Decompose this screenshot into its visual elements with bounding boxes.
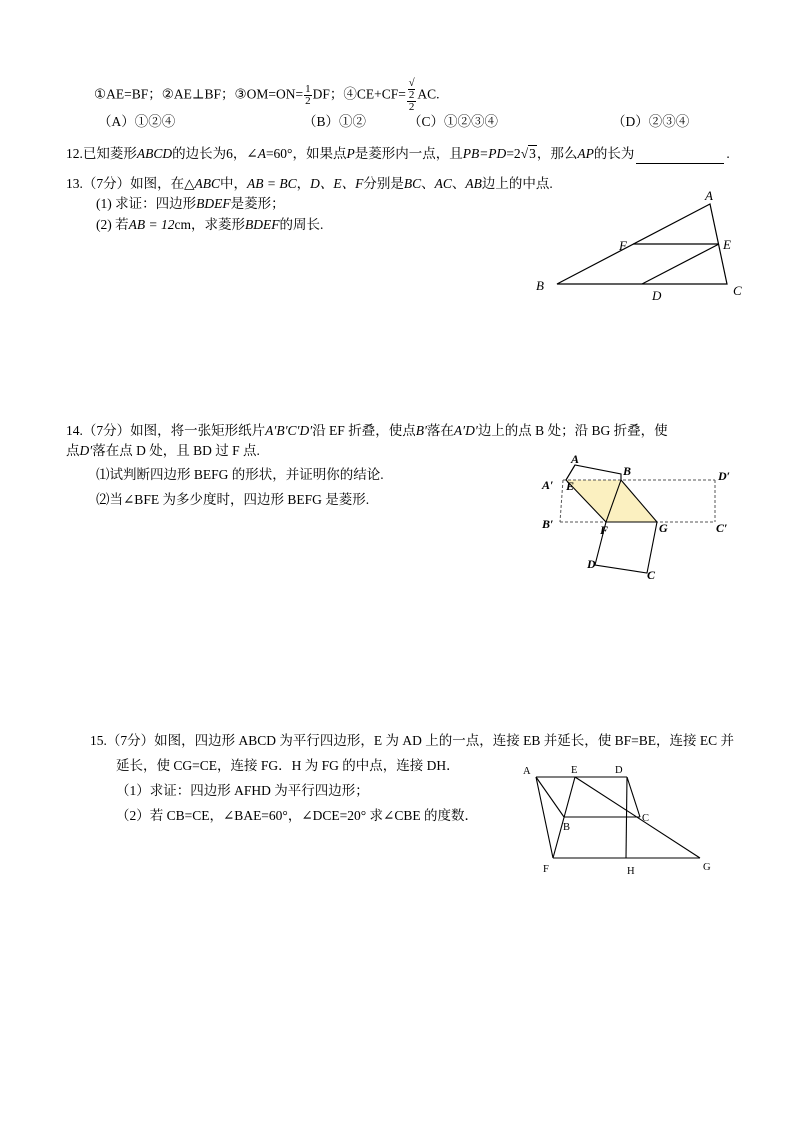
q14-label-b-prime: B′ <box>542 517 554 531</box>
q15-part2: （2）若 CB=CE，∠BAE=60°，∠DCE=20° 求∠CBE 的度数． <box>116 808 478 823</box>
q14-label-c-prime: C′ <box>716 521 728 535</box>
q15-figure <box>514 760 724 882</box>
q12-answer-blank[interactable] <box>636 149 724 164</box>
q15-label-a: A <box>523 766 531 777</box>
q14-dashed-left <box>560 480 563 522</box>
q11-option-b: （B）①② <box>303 114 367 129</box>
q14-label-d: D <box>587 557 596 571</box>
q13-label-b: B <box>536 278 544 293</box>
q14-label-c: C <box>647 568 656 582</box>
q14-label-g: G <box>659 521 668 535</box>
q14-segment-ae <box>566 465 575 480</box>
q12-text: 12.已知菱形ABCD的边长为6，∠A=60°，如果点P是菱形内一点，且PB=PD=2√3，那么AP的长为 . <box>66 144 730 164</box>
q14-label-f: F <box>600 523 609 537</box>
q14-shaded-bfeg <box>566 480 657 522</box>
q13-segment-de <box>642 244 719 284</box>
q15-label-d: D <box>615 765 623 776</box>
q13-label-d: D <box>652 288 662 303</box>
q13-label-a: A <box>705 188 713 203</box>
q15-part1: （1）求证：四边形 AFHD 为平行四边形； <box>116 783 369 798</box>
q11-option-c: （C）①②③④ <box>408 114 499 129</box>
q11-statements: ①AE=BF；②AE⊥BF；③OM=ON= $\frac{1}{2}$ DF；④CE+CF= √ 2 2 AC. <box>94 77 440 113</box>
q15-label-h: H <box>627 866 635 877</box>
q14-label-d-prime: D′ <box>718 469 731 483</box>
fraction-one-half: $\frac{1}{2}$ <box>305 83 311 107</box>
q15-label-c: C <box>642 813 650 824</box>
q13-part2: (2) 若AB = 12cm，求菱形BDEF的周长. <box>96 217 324 232</box>
q14-stem-line2: 点D′落在点 D 处，且 BD 过 F 点. <box>66 443 260 458</box>
q14-label-a: A <box>571 452 580 466</box>
q14-part2: ⑵当∠BFE 为多少度时，四边形 BEFG 是菱形. <box>96 492 370 507</box>
q14-part1: ⑴试判断四边形 BEFG 的形状，并证明你的结论. <box>96 467 384 482</box>
q14-label-a-prime: A′ <box>542 478 554 492</box>
q15-stem-line2: 延长，使 CG=CE，连接 FG．H 为 FG 的中点，连接 DH． <box>116 758 460 773</box>
q13-label-e: E <box>723 237 731 252</box>
q15-segment-dh <box>626 777 627 858</box>
q14-label-b: B <box>623 464 632 478</box>
q15-label-e: E <box>571 765 578 776</box>
q15-label-f: F <box>543 864 549 875</box>
q13-part1: (1) 求证：四边形BDEF是菱形； <box>96 196 285 211</box>
q11-option-a: （A）①②④ <box>98 114 176 129</box>
q15-label-b: B <box>563 822 571 833</box>
q13-figure <box>530 188 760 308</box>
q13-stem: 13.（7分）如图，在△ABC中，AB = BC，D、E、F分别是BC、AC、AB边上的中点. <box>66 176 553 191</box>
fraction-sqrt2-half: √ 2 2 <box>408 77 415 113</box>
q15-label-g: G <box>703 862 711 873</box>
q14-label-e: E <box>566 479 575 493</box>
q13-label-f: F <box>619 238 627 253</box>
q14-stem-line1: 14.（7分）如图，将一张矩形纸片A′B′C′D′沿 EF 折叠，使点B′落在A′D′边上的点 B 处；沿 BG 折叠，使 <box>66 423 668 438</box>
q15-segment-dc <box>627 777 640 817</box>
q11-option-d: （D）②③④ <box>612 114 690 129</box>
q15-stem-line1: 15.（7分）如图，四边形 ABCD 为平行四边形，E 为 AD 上的一点，连接 EB 并延长，使 BF=BE，连接 EC 并 <box>90 733 735 748</box>
q14-figure <box>538 452 748 588</box>
q13-label-c: C <box>733 283 742 298</box>
